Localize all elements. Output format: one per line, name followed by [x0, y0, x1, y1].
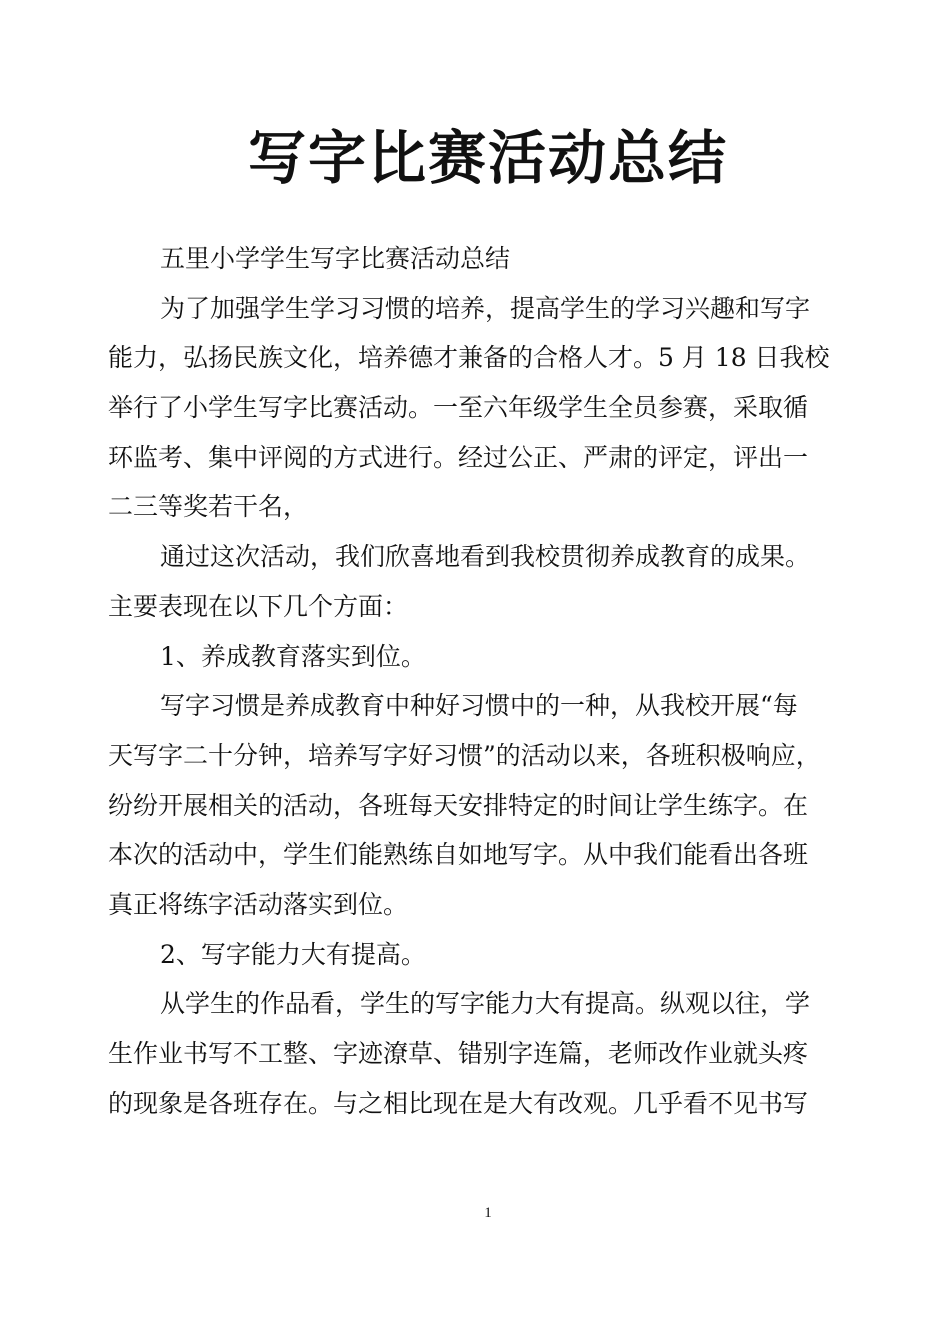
body-line-paragraph-2-start: 通过这次活动，我们欣喜地看到我校贯彻养成教育的成果。	[160, 542, 811, 572]
body-line: 的现象是各班存在。与之相比现在是大有改观。几乎看不见书写	[108, 1088, 809, 1118]
body-line: 二三等奖若干名，	[108, 492, 309, 522]
body-line-paragraph-3-start: 写字习惯是养成教育中种好习惯中的一种，从我校开展“每	[160, 691, 798, 721]
body-line-paragraph-1-start: 为了加强学生学习习惯的培养，提高学生的学习兴趣和写字	[160, 293, 811, 323]
body-line: 纷纷开展相关的活动，各班每天安排特定的时间让学生练字。在	[108, 790, 809, 820]
section-heading-2: 2、写字能力大有提高。	[160, 939, 426, 969]
body-line-paragraph-4-start: 从学生的作品看，学生的写字能力大有提高。纵观以往，学	[160, 989, 811, 1019]
body-line: 主要表现在以下几个方面：	[108, 591, 409, 621]
body-line: 生作业书写不工整、字迹潦草、错别字连篇，老师改作业就头疼	[108, 1039, 809, 1068]
body-line: 举行了小学生写字比赛活动。一至六年级学生全员参赛，采取循	[108, 393, 809, 423]
document-title: 写字比赛活动总结	[247, 124, 728, 192]
body-line: 天写字二十分钟，培养写字好习惯”的活动以来，各班积极响应，	[108, 740, 821, 770]
body-line: 本次的活动中，学生们能熟练自如地写字。从中我们能看出各班	[108, 840, 809, 870]
document-body	[108, 234, 868, 1128]
body-line: 能力，弘扬民族文化，培养德才兼备的合格人才。5 月 18 日我校	[108, 343, 830, 373]
body-line-subtitle: 五里小学学生写字比赛活动总结	[160, 244, 511, 273]
body-line: 环监考、集中评阅的方式进行。经过公正、严肃的评定，评出一	[108, 442, 809, 472]
section-heading-1: 1、养成教育落实到位。	[160, 641, 426, 671]
body-line: 真正将练字活动落实到位。	[108, 889, 409, 919]
page-number: 1	[484, 1205, 492, 1221]
